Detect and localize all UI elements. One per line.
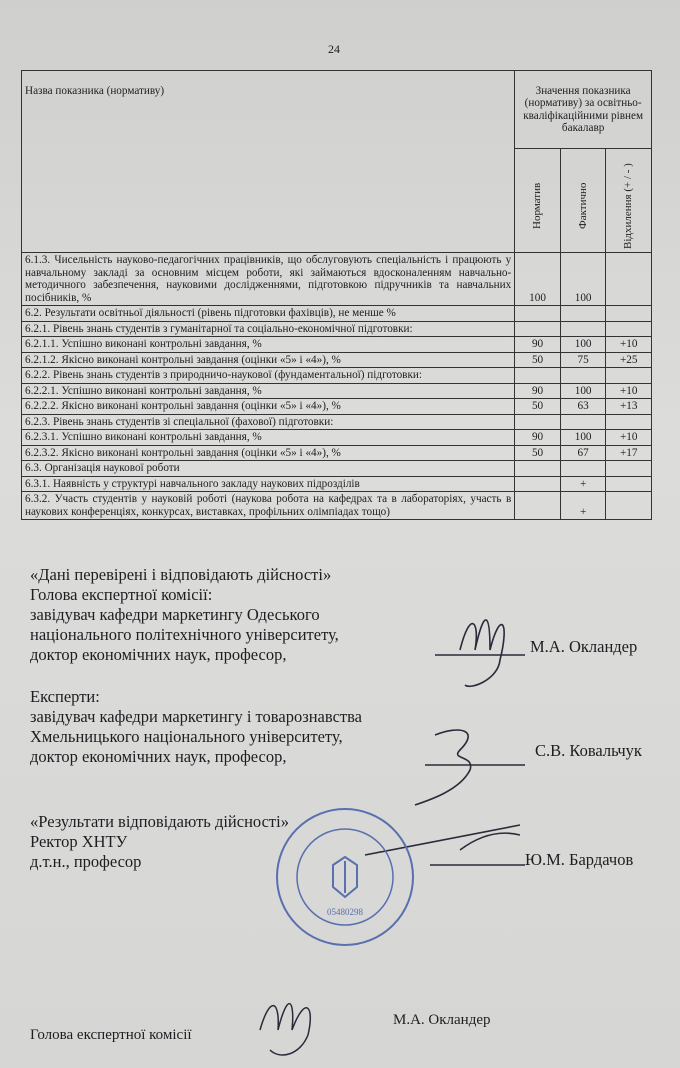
deviation-value: +17 — [606, 445, 652, 461]
deviation-value — [606, 476, 652, 492]
indicator-name: 6.1.3. Чисельність науково-педагогічних працівників, що обслуговують спеціальність і працюють у навчальному закладі за основним місцем роботи, які займаються вдосконаленням навчально-методичного забезпечення, науковими дослідженнями, підготовкою підручників та навчальних посібників, % — [22, 253, 515, 306]
norm-value — [515, 476, 561, 492]
table-row — [22, 414, 652, 430]
deviation-value — [606, 461, 652, 477]
signature-line: національного політехнічного університету, — [30, 625, 339, 644]
signature-line: Ректор ХНТУ — [30, 832, 128, 851]
norm-value: 50 — [515, 399, 561, 415]
signature-block-expert — [30, 687, 362, 767]
indicator-name: 6.2. Результати освітньої діяльності (рівень підготовки фахівців), не менше % — [22, 306, 515, 322]
indicator-name: 6.3.2. Участь студентів у науковій роботі (наукова робота на кафедрах та в лабораторіях, участь в наукових конференціях, конкурсах, виставках, профільних олімпіадах тощо) — [22, 492, 515, 520]
fact-value: 100 — [560, 337, 606, 353]
signature-line: Експерти: — [30, 687, 100, 706]
deviation-value — [606, 492, 652, 520]
norm-value: 90 — [515, 383, 561, 399]
indicators-table — [21, 70, 652, 520]
table-row — [22, 399, 652, 415]
deviation-value — [606, 321, 652, 337]
university-stamp — [273, 805, 418, 950]
table-row — [22, 352, 652, 368]
header-norm: Норматив — [531, 182, 544, 230]
norm-value: 90 — [515, 337, 561, 353]
table-row — [22, 306, 652, 322]
fact-value — [560, 306, 606, 322]
page-number: 24 — [328, 42, 340, 56]
norm-value: 90 — [515, 430, 561, 446]
signature-line: «Результати відповідають дійсності» — [30, 812, 289, 831]
deviation-value: +10 — [606, 383, 652, 399]
deviation-value: +10 — [606, 337, 652, 353]
indicator-name: 6.3. Організація наукової роботи — [22, 461, 515, 477]
header-group: Значення показника (нормативу) за освітньо-кваліфікаційними рівнем бакалавр — [515, 71, 652, 149]
fact-value: + — [560, 492, 606, 520]
table-row — [22, 445, 652, 461]
fact-value — [560, 368, 606, 384]
signature-line: завідувач кафедри маркетингу Одеського — [30, 605, 320, 624]
indicator-name: 6.2.2. Рівень знань студентів з природничо-наукової (фундаментальної) підготовки: — [22, 368, 515, 384]
signer-name-expert: С.В. Ковальчук — [535, 741, 642, 760]
indicator-name: 6.2.1.2. Якісно виконані контрольні завдання (оцінки «5» і «4»), % — [22, 352, 515, 368]
table-row — [22, 492, 652, 520]
norm-value — [515, 492, 561, 520]
signer-name-head: М.А. Окландер — [530, 637, 638, 656]
signature-line: «Дані перевірені і відповідають дійсності» — [30, 565, 332, 584]
deviation-value — [606, 368, 652, 384]
fact-value: 67 — [560, 445, 606, 461]
indicator-name: 6.2.2.2. Якісно виконані контрольні завдання (оцінки «5» і «4»), % — [22, 399, 515, 415]
table-row — [22, 321, 652, 337]
signature-line: Хмельницького національного університету, — [30, 727, 343, 746]
fact-value: 100 — [560, 253, 606, 306]
fact-value: + — [560, 476, 606, 492]
stamp-code: 05480298 — [327, 907, 363, 917]
deviation-value — [606, 414, 652, 430]
fact-value — [560, 414, 606, 430]
header-dev: Відхилення (+ / - ) — [622, 163, 635, 249]
table-row — [22, 430, 652, 446]
indicator-name: 6.2.1. Рівень знань студентів з гуманітарної та соціально-економічної підготовки: — [22, 321, 515, 337]
indicator-name: 6.2.3.1. Успішно виконані контрольні завдання, % — [22, 430, 515, 446]
fact-value — [560, 321, 606, 337]
table-row — [22, 368, 652, 384]
indicator-name: 6.2.2.1. Успішно виконані контрольні завдання, % — [22, 383, 515, 399]
table-row — [22, 383, 652, 399]
fact-value: 100 — [560, 430, 606, 446]
fact-value: 100 — [560, 383, 606, 399]
indicator-name: 6.3.1. Наявність у структурі навчального закладу наукових підрозділів — [22, 476, 515, 492]
header-fact: Фактично — [576, 182, 589, 230]
signature-line: доктор економічних наук, професор, — [30, 645, 287, 664]
deviation-value: +25 — [606, 352, 652, 368]
signature-expert — [400, 720, 530, 810]
norm-value — [515, 321, 561, 337]
header-name: Назва показника (нормативу) — [22, 71, 515, 253]
norm-value: 100 — [515, 253, 561, 306]
norm-value: 50 — [515, 352, 561, 368]
norm-value — [515, 461, 561, 477]
footer-name: М.А. Окландер — [393, 1012, 491, 1028]
table-row — [22, 337, 652, 353]
footer-label: Голова експертної комісії — [30, 1027, 192, 1043]
signature-line: завідувач кафедри маркетингу і товарознавства — [30, 707, 362, 726]
fact-value: 63 — [560, 399, 606, 415]
indicator-name: 6.2.3. Рівень знань студентів зі спеціальної (фахової) підготовки: — [22, 414, 515, 430]
deviation-value — [606, 306, 652, 322]
signature-line: Голова експертної комісії: — [30, 585, 213, 604]
table-row — [22, 476, 652, 492]
signer-name-rector: Ю.М. Бардачов — [525, 850, 634, 869]
fact-value — [560, 461, 606, 477]
deviation-value: +10 — [606, 430, 652, 446]
signature-head — [430, 600, 530, 695]
norm-value: 50 — [515, 445, 561, 461]
norm-value — [515, 414, 561, 430]
norm-value — [515, 368, 561, 384]
indicator-name: 6.2.3.2. Якісно виконані контрольні завдання (оцінки «5» і «4»), % — [22, 445, 515, 461]
signature-block-rector — [30, 812, 289, 872]
signature-line: доктор економічних наук, професор, — [30, 747, 287, 766]
signature-block-head — [30, 565, 339, 665]
signature-line: д.т.н., професор — [30, 852, 142, 871]
indicator-name: 6.2.1.1. Успішно виконані контрольні завдання, % — [22, 337, 515, 353]
deviation-value: +13 — [606, 399, 652, 415]
signature-footer — [250, 990, 340, 1060]
norm-value — [515, 306, 561, 322]
deviation-value — [606, 253, 652, 306]
table-row — [22, 253, 652, 306]
table-row — [22, 461, 652, 477]
fact-value: 75 — [560, 352, 606, 368]
